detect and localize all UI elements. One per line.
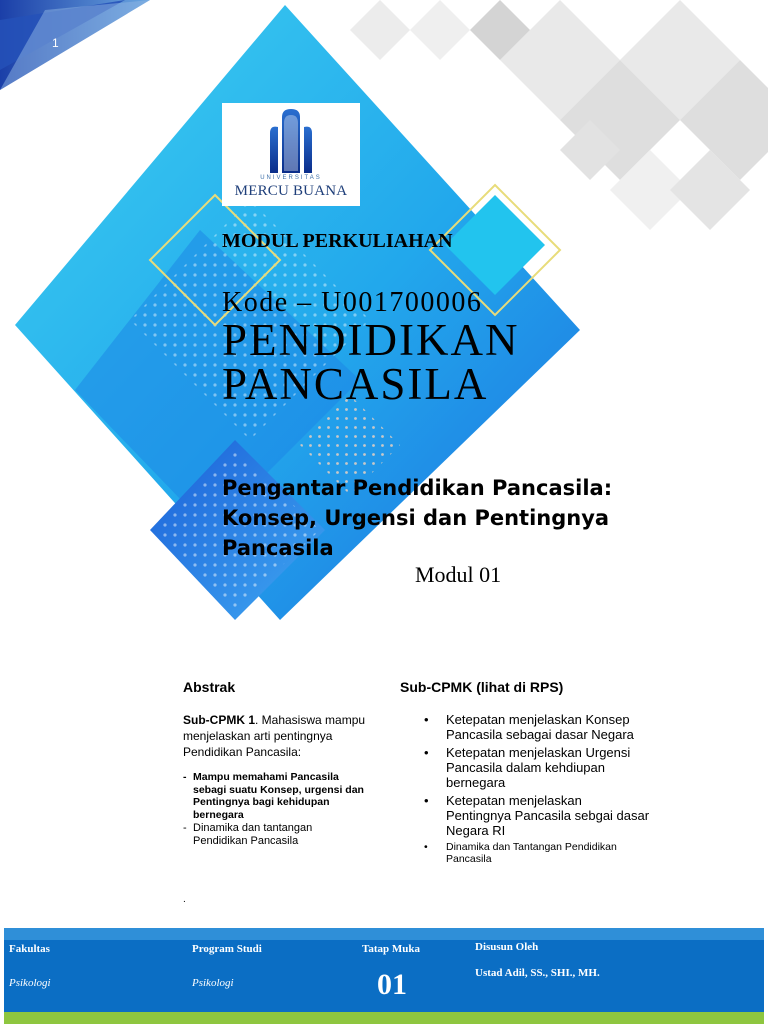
abstrak-list <box>183 771 393 848</box>
sub-cpmk-item <box>424 793 684 838</box>
sub-cpmk-list <box>424 712 684 868</box>
sub-cpmk-line: Negara RI <box>446 823 506 838</box>
disusun-label: Disusun Oleh <box>475 941 539 953</box>
abstrak-item-line: sebagi suatu Konsep, urgensi dan <box>193 783 364 796</box>
logo-emblem-icon <box>222 103 360 175</box>
module-subtitle-line: Konsep, Urgensi dan Pentingnya <box>222 506 610 530</box>
abstrak-list-item <box>183 771 393 821</box>
fakultas-label: Fakultas <box>9 943 50 955</box>
abstrak-item-line: Pentingnya bagi kehidupan <box>193 796 330 808</box>
logo-name: MERCU BUANA <box>234 183 348 199</box>
module-subtitle-line: Pengantar Pendidikan Pancasila: <box>222 476 613 500</box>
module-subtitle <box>222 473 692 563</box>
abstrak-list-item <box>183 822 393 847</box>
abstrak-item-line: Pendidikan Pancasila <box>193 834 299 847</box>
sub-cpmk-line: Pancasila sebagai dasar Negara <box>446 727 634 742</box>
tatap-muka-label: Tatap Muka <box>362 943 420 955</box>
abstrak-heading: Abstrak <box>183 679 236 695</box>
course-title-line: PANCASILA <box>222 359 489 409</box>
sub-cpmk-item <box>424 745 684 790</box>
prodi-value: Psikologi <box>192 977 234 989</box>
logo-small-text: UNIVERSITAS <box>260 175 322 181</box>
footer-top-bar <box>4 928 764 940</box>
sub-cpmk-item <box>424 841 684 865</box>
fakultas-value: Psikologi <box>9 977 51 989</box>
course-title-line: PENDIDIKAN <box>222 315 520 365</box>
author-name: Ustad Adil, SS., SHI., MH. <box>475 967 600 979</box>
sub-cpmk-line: Pentingnya Pancasila sebgai dasar <box>446 808 650 823</box>
abstrak-line: menjelaskan arti pentingnya <box>183 729 333 743</box>
modul-label: MODUL PERKULIAHAN <box>222 230 453 252</box>
footer-green-bar <box>4 1012 764 1024</box>
abstrak-body <box>183 712 383 760</box>
sub-cpmk-line: • Ketepatan menjelaskan Konsep <box>446 712 630 727</box>
prodi-label: Program Studi <box>192 943 262 955</box>
abstrak-lead-rest: . Mahasiswa mampu <box>255 713 366 727</box>
sub-cpmk-line: • Ketepatan menjelaskan Urgensi <box>446 745 631 760</box>
abstrak-line: Pendidikan Pancasila: <box>183 745 302 759</box>
tatap-muka-value: 01 <box>377 968 407 1001</box>
module-number: Modul 01 <box>415 562 502 587</box>
sub-cpmk-line: • Dinamika dan Tantangan Pendidikan <box>446 841 617 853</box>
sub-cpmk-item <box>424 712 684 742</box>
university-logo <box>222 103 360 206</box>
module-subtitle-line: Pancasila <box>222 536 334 560</box>
course-title <box>222 315 520 409</box>
abstrak-lead-bold: Sub-CPMK 1 <box>183 713 255 727</box>
abstrak-item-line: - Mampu memahami Pancasila <box>193 771 339 783</box>
abstrak-item-line: bernegara <box>193 808 244 821</box>
sub-cpmk-line: Pancasila dalam kehdiupan <box>446 760 605 775</box>
footer-bar <box>4 940 764 1012</box>
sub-cpmk-line: • Ketepatan menjelaskan <box>446 793 582 808</box>
sub-cpmk-line: bernegara <box>446 775 506 790</box>
abstrak-line <box>183 712 383 728</box>
sub-cpmk-line: Pancasila <box>446 853 492 865</box>
course-code: Kode – U001700006 <box>222 287 483 318</box>
trailing-dot: . <box>183 894 186 905</box>
page-number: 1 <box>52 36 59 50</box>
abstrak-item-line: - Dinamika dan tantangan <box>193 822 313 834</box>
sub-cpmk-heading: Sub-CPMK (lihat di RPS) <box>400 679 564 695</box>
